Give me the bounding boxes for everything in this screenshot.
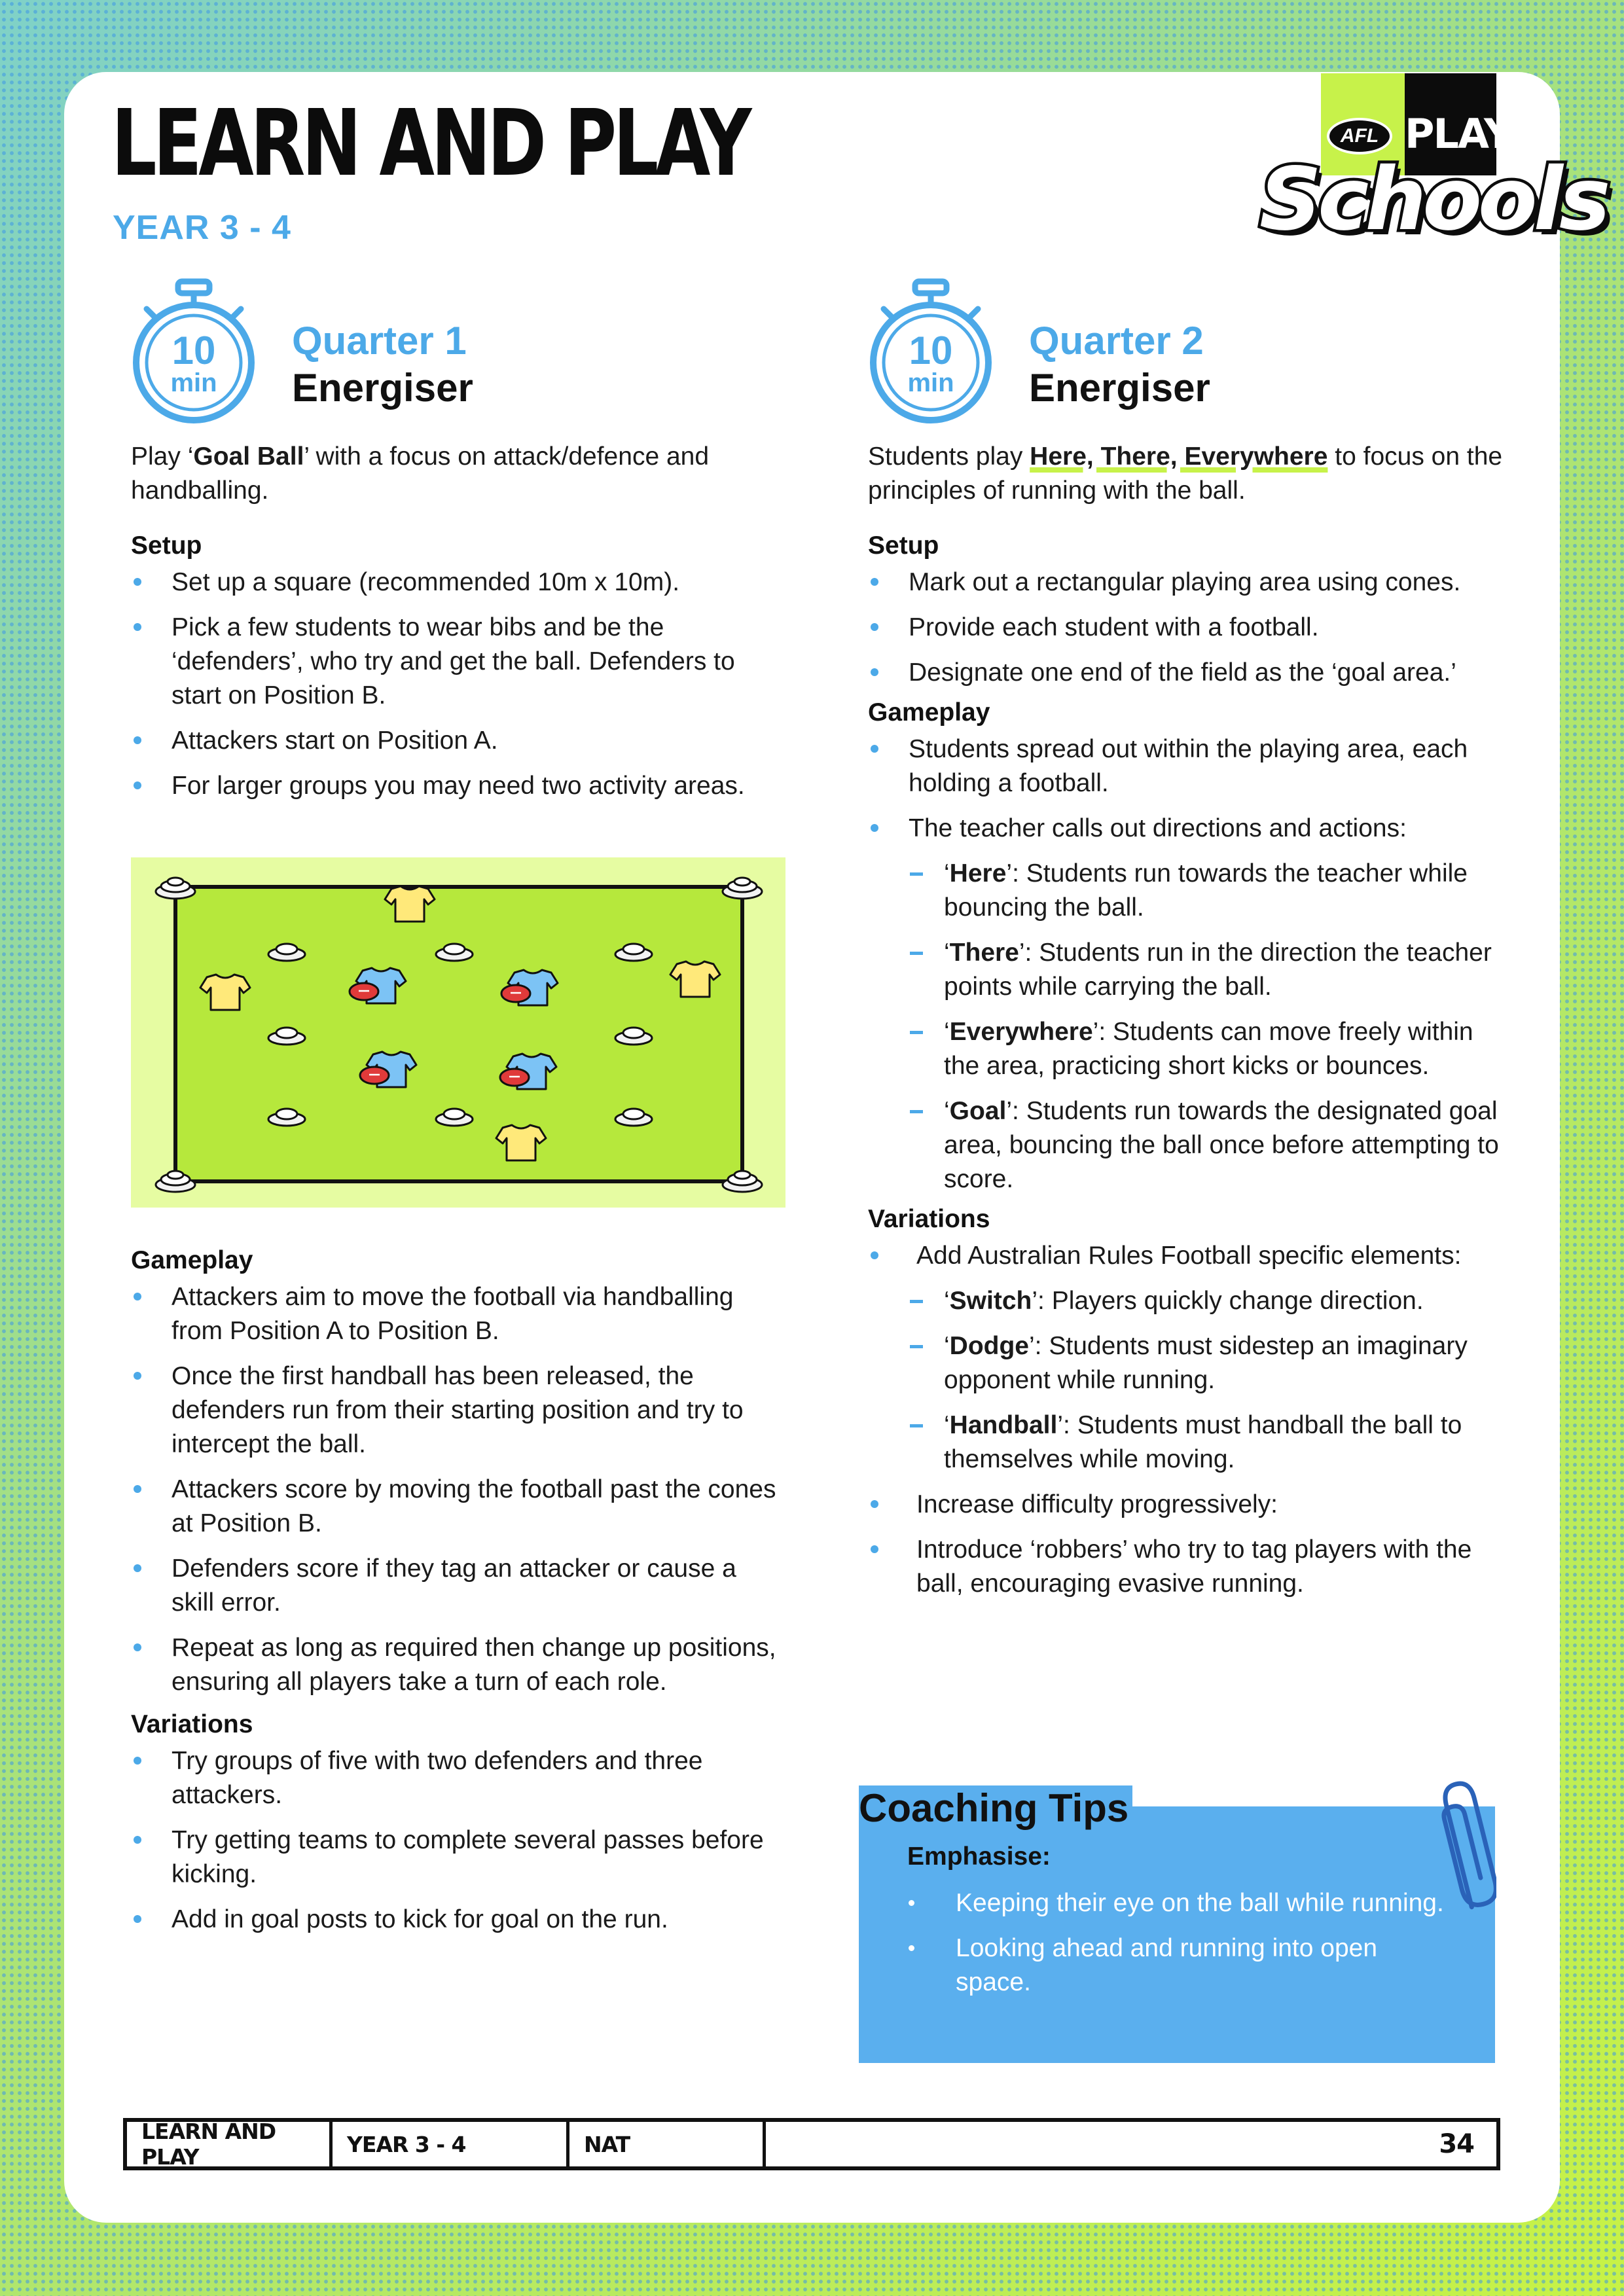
list-item: Students spread out within the playing area, each holding a football. <box>868 732 1509 800</box>
action-term: Goal <box>949 1097 1007 1125</box>
action-text: : Students run towards the designated goal area, bouncing the ball once before attempting to score. <box>944 1097 1499 1193</box>
coaching-tips-label: Emphasise: <box>907 1842 1051 1871</box>
footer-year: YEAR 3 - 4 <box>333 2122 569 2166</box>
list-item: ‘Dodge’: Students must sidestep an imaginary opponent while running. <box>909 1329 1509 1397</box>
q1-game-name: Goal Ball <box>193 442 304 471</box>
q1-timer-unit: min <box>170 368 217 397</box>
list-item: Once the first handball has been released, the defenders run from their starting position and try to intercept the ball. <box>131 1359 785 1462</box>
q2-intro <box>868 440 1509 508</box>
variation-term: Dodge <box>949 1332 1029 1360</box>
stopwatch-icon <box>128 275 259 425</box>
action-text: : Students can move freely within the area, practicing short kicks or bounces. <box>944 1018 1473 1080</box>
q1-setup-list <box>131 565 785 803</box>
list-item: Defenders score if they tag an attacker or cause a skill error. <box>131 1552 785 1620</box>
year-subtitle: YEAR 3 - 4 <box>113 209 291 247</box>
list-item: Pick a few students to wear bibs and be the ‘defenders’, who try and get the ball. Defenders to start on Position B. <box>131 611 785 713</box>
action-term: Everywhere <box>949 1018 1093 1046</box>
q1-variations-heading: Variations <box>131 1710 253 1738</box>
q1-timer-icon <box>128 275 259 429</box>
field-illustration <box>131 857 785 1208</box>
q2-timer-number: 10 <box>909 329 953 372</box>
field-boundary <box>175 887 742 1181</box>
page-title: LEARN AND PLAY <box>111 90 749 197</box>
list-item: Set up a square (recommended 10m x 10m). <box>131 565 785 600</box>
list-item: ‘Everywhere’: Students can move freely within the area, practicing short kicks or bounces. <box>909 1015 1509 1083</box>
action-text: : Students run in the direction the teacher points while carrying the ball. <box>944 939 1492 1001</box>
list-item: Attackers score by moving the football past the cones at Position B. <box>131 1473 785 1541</box>
q2-setup-list <box>868 565 1509 690</box>
list-item: Attackers start on Position A. <box>131 724 785 758</box>
q2-subtitle: Energiser <box>1029 366 1210 410</box>
q1-gameplay-list <box>131 1280 785 1699</box>
coaching-tips-list <box>907 1886 1457 2000</box>
variation-term: Switch <box>949 1287 1032 1315</box>
q2-gameplay-list <box>868 732 1509 846</box>
list-item: Looking ahead and running into open space. <box>907 1931 1457 2000</box>
list-item: ‘Switch’: Players quickly change direction. <box>909 1284 1509 1318</box>
logo-play-text: PLAY <box>1405 110 1512 158</box>
q2-actions-list <box>909 857 1509 1196</box>
list-item: ‘Here’: Students run towards the teacher while bouncing the ball. <box>909 857 1509 925</box>
q2-gameplay-heading: Gameplay <box>868 698 990 726</box>
list-item: The teacher calls out directions and actions: <box>868 812 1509 846</box>
variation-text: : Players quickly change direction. <box>1038 1287 1424 1315</box>
q2-content <box>868 440 1509 1612</box>
list-item: Add Australian Rules Football specific elements: <box>868 1239 1509 1273</box>
variation-text: : Students must handball the ball to themselves while moving. <box>944 1411 1462 1473</box>
list-item: Designate one end of the field as the ‘goal area.’ <box>868 656 1509 690</box>
list-item: ‘Handball’: Students must handball the ball to themselves while moving. <box>909 1408 1509 1477</box>
action-text: : Students run towards the teacher while bouncing the ball. <box>944 859 1468 922</box>
list-item: Keeping their eye on the ball while running. <box>907 1886 1457 1920</box>
q2-variation-items <box>909 1284 1509 1477</box>
q1-subtitle: Energiser <box>292 366 473 410</box>
q2-game-name: Here, There, Everywhere <box>1030 442 1328 471</box>
variation-text: : Students must sidestep an imaginary opponent while running. <box>944 1332 1468 1394</box>
q2-label: Quarter 2 <box>1029 319 1204 363</box>
q1-gameplay-heading: Gameplay <box>131 1246 253 1274</box>
list-item: Try groups of five with two defenders and three attackers. <box>131 1744 785 1812</box>
footer-region: NAT <box>569 2122 766 2166</box>
list-item: Provide each student with a football. <box>868 611 1509 645</box>
list-item: ‘Goal’: Students run towards the designated goal area, bouncing the ball once before attempting to score. <box>909 1094 1509 1196</box>
stopwatch-icon <box>865 275 996 425</box>
action-term: There <box>949 939 1019 967</box>
q2-intro-post: to focus on the principles of running with the ball. <box>868 442 1503 505</box>
afl-logo-icon: AFL <box>1327 118 1392 154</box>
q2-timer-icon <box>865 275 996 429</box>
list-item: Add in goal posts to kick for goal on the run. <box>131 1903 785 1937</box>
list-item: Increase difficulty progressively: <box>868 1488 1509 1522</box>
field-diagram <box>131 857 785 1208</box>
q2-variations-list <box>868 1239 1509 1273</box>
q1-content-lower <box>131 1246 785 1948</box>
coaching-tips-content <box>907 1886 1457 2011</box>
q2-variations-list-2 <box>868 1488 1509 1601</box>
list-item: ‘There’: Students run in the direction the teacher points while carrying the ball. <box>909 936 1509 1004</box>
q2-variations-heading: Variations <box>868 1205 990 1233</box>
list-item: Mark out a rectangular playing area using cones. <box>868 565 1509 600</box>
list-item: Repeat as long as required then change up positions, ensuring all players take a turn of each role. <box>131 1631 785 1699</box>
list-item: Attackers aim to move the football via handballing from Position A to Position B. <box>131 1280 785 1348</box>
q1-intro-post: ’ with a focus on attack/defence and handballing. <box>131 442 710 505</box>
coaching-tips-title: Coaching Tips <box>859 1785 1132 1831</box>
q1-intro <box>131 440 785 508</box>
q1-content <box>131 440 785 814</box>
logo-schools-text: Schools <box>1259 149 1607 250</box>
footer-section: LEARN AND PLAY <box>127 2122 333 2166</box>
q2-intro-pre: Students play <box>868 442 1030 471</box>
q2-timer-unit: min <box>907 368 954 397</box>
variation-term: Handball <box>949 1411 1058 1439</box>
q1-label: Quarter 1 <box>292 319 467 363</box>
q1-variations-list <box>131 1744 785 1937</box>
page-footer <box>123 2118 1500 2170</box>
q1-intro-pre: Play ‘ <box>131 442 194 471</box>
action-term: Here <box>949 859 1007 888</box>
list-item: Introduce ‘robbers’ who try to tag players with the ball, encouraging evasive running. <box>868 1533 1509 1601</box>
q2-setup-heading: Setup <box>868 531 939 560</box>
list-item: Try getting teams to complete several passes before kicking. <box>131 1823 785 1892</box>
q1-timer-number: 10 <box>171 329 216 372</box>
page-number: 34 <box>1439 2129 1474 2159</box>
list-item: For larger groups you may need two activity areas. <box>131 769 785 803</box>
q1-setup-heading: Setup <box>131 531 202 560</box>
